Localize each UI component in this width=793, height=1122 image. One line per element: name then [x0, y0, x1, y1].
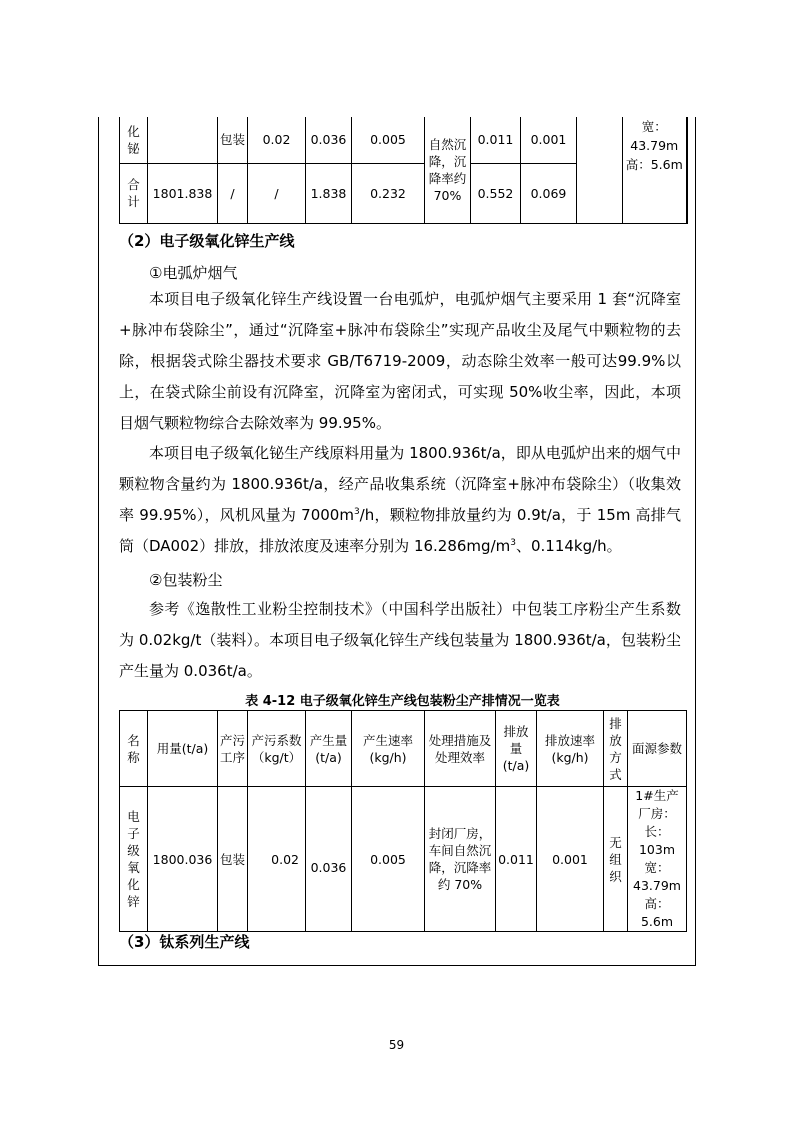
cell-usage: 1801.838: [148, 163, 218, 223]
emissions-table: [119, 710, 687, 932]
header-gen: 产生量(t/a): [306, 711, 352, 787]
cell-emit: 0.552: [471, 163, 521, 223]
cell-mode: 无组织: [604, 787, 628, 932]
table-row: [120, 787, 687, 932]
cell-emit: 0.011: [471, 117, 521, 163]
cell-process: /: [218, 163, 248, 223]
table-row: [120, 117, 687, 163]
superscript: 3: [510, 538, 516, 548]
paragraph: [119, 438, 681, 562]
cell-measure: 自然沉降，沉降率约70%: [425, 117, 471, 223]
cell-params: 1#生产厂房：长：103m 宽：43.79m 高：5.6m: [628, 787, 687, 932]
header-measure: 处理措施及处理效率: [425, 711, 496, 787]
cell-measure: 封闭厂房，车间自然沉降，沉降率约 70%: [425, 787, 496, 932]
header-mode: 排放方式: [604, 711, 628, 787]
cell-mode: [577, 117, 623, 223]
subsection-heading: ①电弧炉烟气: [149, 264, 238, 282]
cell-emit-rate: 0.001: [521, 117, 577, 163]
cell-emit-rate: 0.069: [521, 163, 577, 223]
cell-rate: 0.232: [352, 163, 425, 223]
superscript: 3: [353, 507, 360, 517]
header-name: 名称: [120, 711, 148, 787]
page-number: 59: [388, 1038, 405, 1052]
cell-name: 电子级氧化锌: [120, 787, 148, 932]
header-usage: 用量(t/a): [148, 711, 218, 787]
table-continued: [119, 117, 688, 224]
header-rate: 产生速率(kg/h): [352, 711, 425, 787]
cell-coef: 0.02: [248, 117, 306, 163]
cell-coef: 0.02: [248, 787, 306, 932]
cell-rate: 0.005: [352, 117, 425, 163]
section-heading: （2）电子级氧化锌生产线: [119, 232, 295, 250]
paragraph: 本项目电子级氧化锌生产线设置一台电弧炉，电弧炉烟气主要采用 1 套“沉降室+脉冲布袋除尘”，通过“沉降室+脉冲布袋除尘”实现产品收尘及尾气中颗粒物的去除，根据袋式除尘器技术要求 GB/T6719-2009，动态除尘效率一般可达99.9%以上，在袋式除尘前设有沉降室，沉降室为密闭式，可实现 50%收尘率，因此，本项目烟气颗粒物综合去除效率为 99.95%。: [119, 290, 681, 432]
header-process: 产污工序: [218, 711, 248, 787]
cell-usage: [148, 117, 218, 163]
paragraph: 参考《逸散性工业粉尘控制技术》（中国科学出版社）中包装工序粉尘产生系数为 0.02kg/t（装料）。本项目电子级氧化锌生产线包装量为 1800.936t/a，包装粉尘产生量为 0.036t/a。: [119, 600, 681, 680]
cell-process: 包装: [218, 117, 248, 163]
cell-name: 化铋: [120, 117, 148, 163]
header-emit-rate: 排放速率(kg/h): [537, 711, 604, 787]
paragraph-text: /h，颗粒物排放量约为 0.9t/a，于 15m 高排气筒（DA002）排放，排放浓度及速率分别为 16.286mg/m: [119, 506, 681, 555]
cell-emit-rate: 0.001: [537, 787, 604, 932]
table-caption: 表 4-12 电子级氧化锌生产线包装粉尘产排情况一览表: [245, 694, 560, 709]
cell-emit: 0.011: [496, 787, 537, 932]
cell-source-params: 宽：43.79m 高：5.6m: [623, 117, 687, 223]
cell-coef: /: [248, 163, 306, 223]
section-heading: （3）钛系列生产线: [119, 933, 250, 951]
paragraph-text: 、0.114kg/h。: [515, 537, 622, 555]
cell-gen: 0.036: [306, 787, 352, 932]
cell-rate: 0.005: [352, 787, 425, 932]
header-emit: 排放量(t/a): [496, 711, 537, 787]
cell-usage: 1800.036: [148, 787, 218, 932]
header-coef: 产污系数（kg/t）: [248, 711, 306, 787]
subsection-heading: ②包装粉尘: [149, 571, 223, 589]
cell-name: 合计: [120, 163, 148, 223]
cell-gen: 0.036: [306, 117, 352, 163]
cell-process: 包装: [218, 787, 248, 932]
paragraph-text: 本项目电子级氧化铋生产线原料用量为 1800.936t/a，即从电弧炉出来的烟气中颗粒物含量约为 1800.936t/a，经产品收集系统（沉降室+脉冲布袋除尘）（收集效率 99.95%），风机风量为 7000m: [119, 444, 681, 524]
cell-gen: 1.838: [306, 163, 352, 223]
table-header-row: [120, 711, 687, 787]
header-params: 面源参数: [628, 711, 687, 787]
